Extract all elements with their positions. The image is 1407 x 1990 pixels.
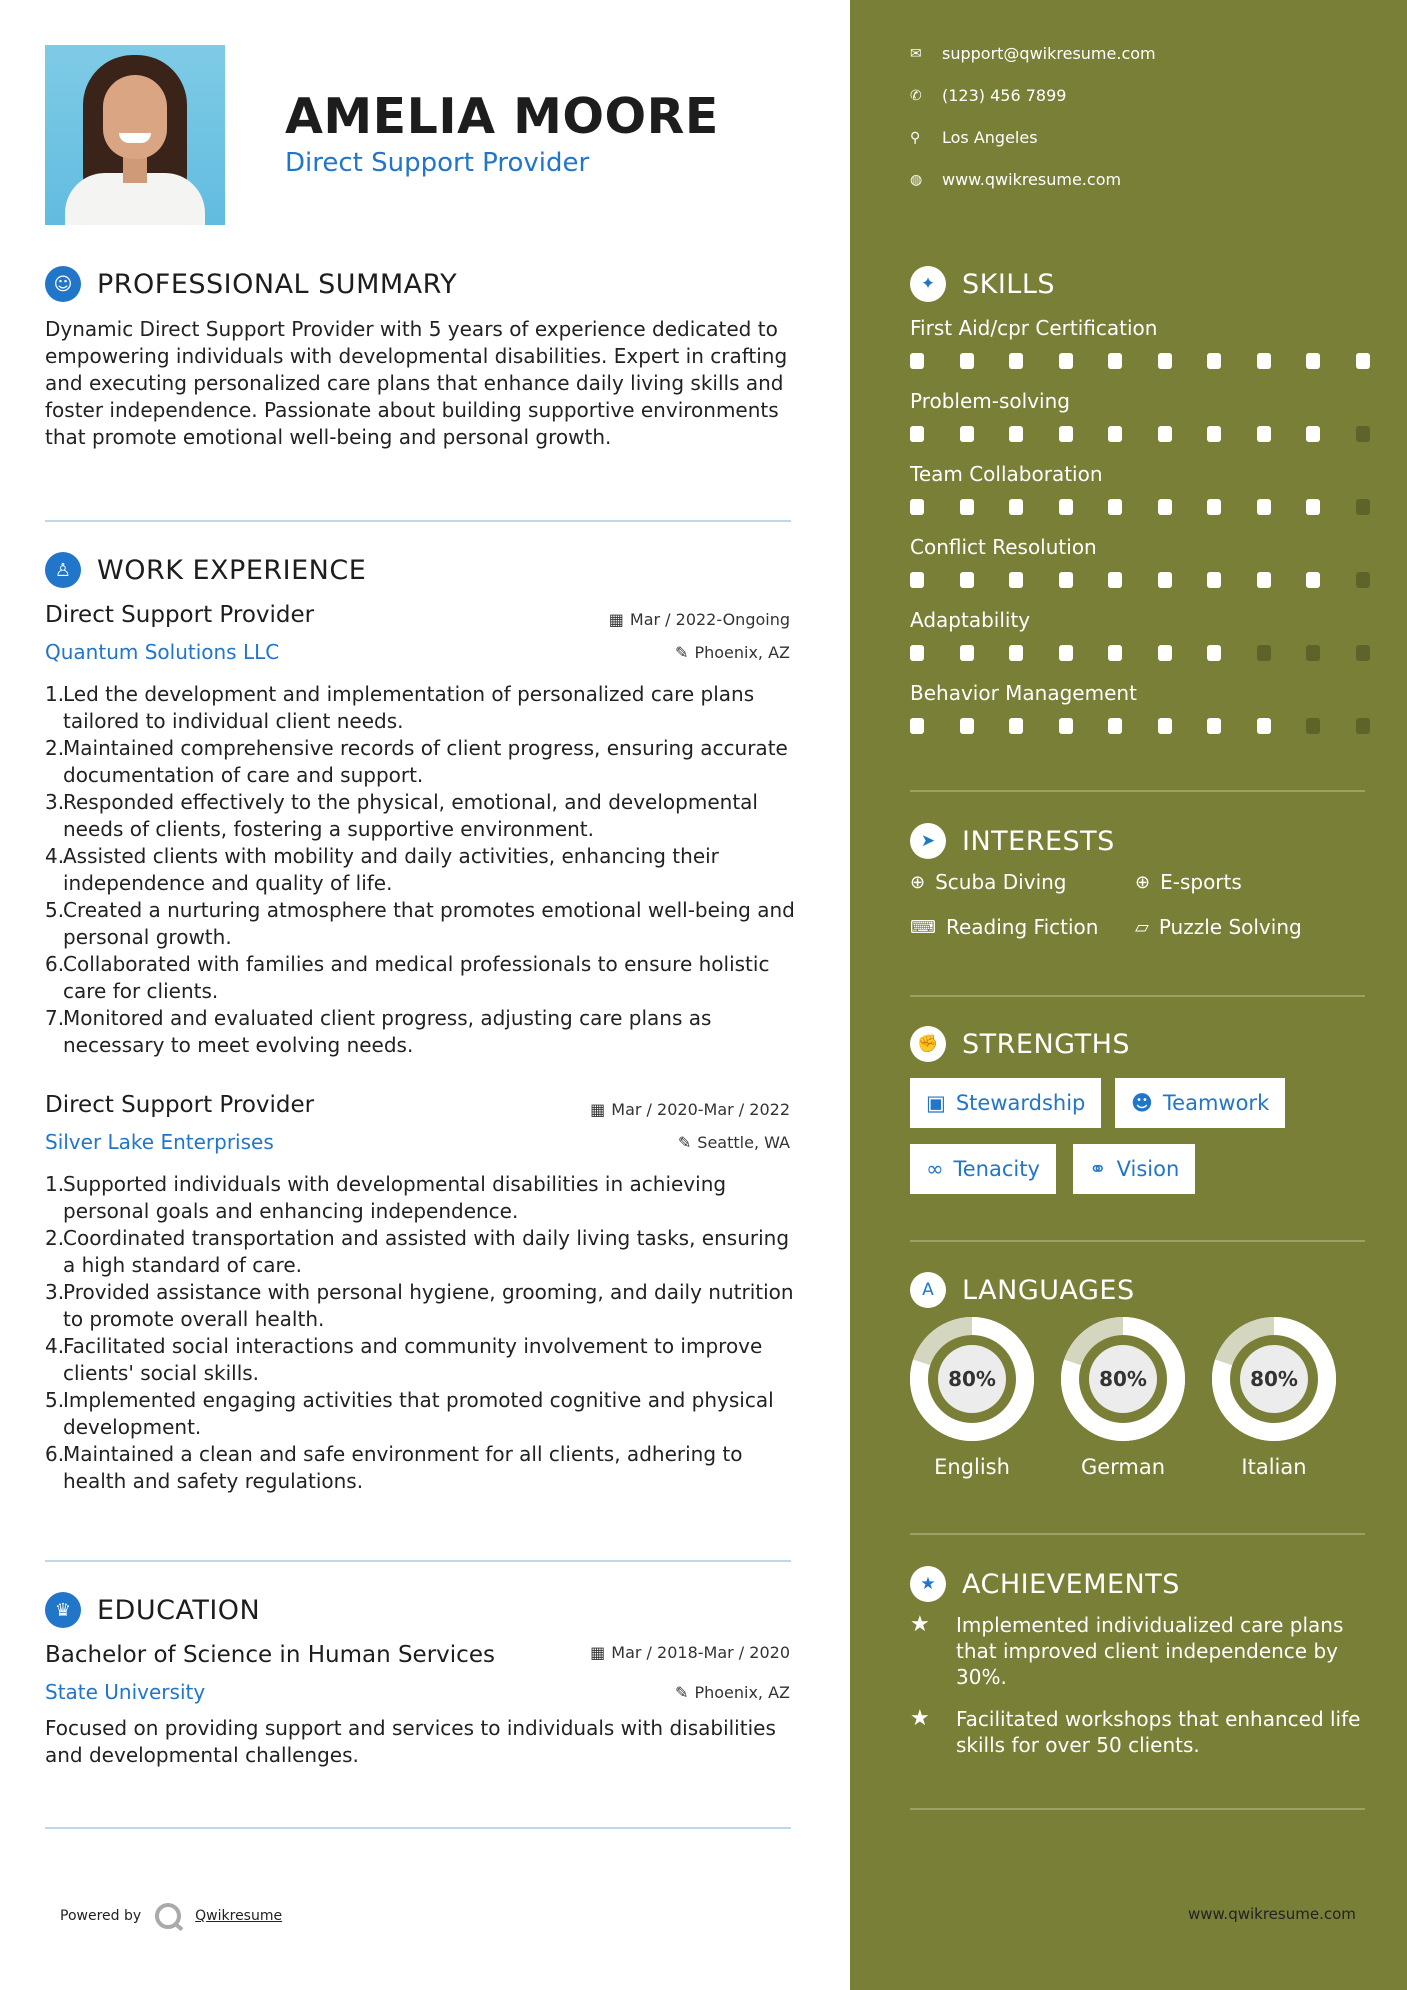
skill-dot: [1306, 353, 1320, 369]
skills-heading: ✦ SKILLS: [910, 266, 1055, 302]
candidate-role: Direct Support Provider: [285, 148, 590, 178]
gamepad-icon: ⌨: [910, 916, 936, 938]
skill-rating: [910, 426, 1370, 442]
skill-dot: [960, 426, 974, 442]
briefcase-icon: ▣: [926, 1091, 946, 1115]
strengths-heading: ✊ STRENGTHS: [910, 1026, 1130, 1062]
skill-dot: [1306, 718, 1320, 734]
experience-heading: ♙ WORK EXPERIENCE: [45, 552, 366, 588]
skill-rating: [910, 353, 1370, 369]
divider: [45, 1560, 791, 1562]
skill-dot: [960, 645, 974, 661]
skill-dot: [1009, 572, 1023, 588]
list-item: 3. Provided assistance with personal hygiene, grooming, and daily nutrition to promote overall health.: [45, 1280, 794, 1331]
skill-name: Adaptability: [910, 608, 1031, 632]
list-item: 7. Monitored and evaluated client progress, adjusting care plans as necessary to meet evolving needs.: [45, 1006, 712, 1057]
interest-item: ⊕ Scuba Diving: [910, 870, 1067, 894]
calendar-icon: ▦: [590, 1643, 606, 1662]
footer-url[interactable]: www.qwikresume.com: [1188, 1905, 1356, 1923]
language-item: 80% English: [910, 1317, 1034, 1479]
skill-dot: [1207, 426, 1221, 442]
job-dates: ▦ Mar / 2020-Mar / 2022: [590, 1100, 790, 1119]
contact-phone: ✆ (123) 456 7899: [910, 86, 1067, 105]
job-bullets: [45, 1171, 805, 1495]
skill-dot: [1009, 645, 1023, 661]
skill-dot: [1158, 718, 1172, 734]
skill-dot: [1009, 718, 1023, 734]
users-icon: ☻: [1131, 1091, 1153, 1115]
skill-dot: [1207, 572, 1221, 588]
star-badge-icon: ★: [910, 1566, 946, 1602]
language-ring: 80%: [1061, 1317, 1185, 1441]
skill-name: Behavior Management: [910, 681, 1137, 705]
map-pin-icon: ⚲: [910, 129, 921, 146]
skill-dot: [1257, 572, 1271, 588]
education-dates: ▦ Mar / 2018-Mar / 2020: [590, 1643, 790, 1662]
skill-dot: [1108, 645, 1122, 661]
skill-dot: [1306, 572, 1320, 588]
user-icon: ☺: [45, 266, 81, 302]
divider: [910, 1240, 1365, 1242]
contact-email[interactable]: ✉ support@qwikresume.com: [910, 44, 1156, 63]
list-item: 5. Created a nurturing atmosphere that promotes emotional well-being and personal growth.: [45, 898, 795, 949]
list-item: 5. Implemented engaging activities that promoted cognitive and physical development.: [45, 1388, 774, 1439]
skill-dot: [960, 353, 974, 369]
qwikresume-link[interactable]: Qwikresume: [195, 1908, 283, 1924]
strength-tag: ⚭ Vision: [1073, 1144, 1195, 1194]
book-icon: ▱: [1135, 916, 1149, 938]
skill-dot: [1108, 426, 1122, 442]
skill-dot: [1009, 426, 1023, 442]
divider: [910, 1533, 1365, 1535]
skill-dot: [1158, 499, 1172, 515]
profile-photo: [45, 45, 225, 225]
job-company: Quantum Solutions LLC: [45, 640, 280, 664]
skill-dot: [1059, 353, 1073, 369]
skill-dot: [1108, 353, 1122, 369]
candidate-name: AMELIA MOORE: [285, 88, 719, 145]
summary-heading: ☺ PROFESSIONAL SUMMARY: [45, 266, 457, 302]
skill-rating: [910, 645, 1370, 661]
skill-dot: [1356, 353, 1370, 369]
contact-location: ⚲ Los Angeles: [910, 128, 1038, 147]
pin-icon: ✎: [677, 1133, 692, 1152]
interest-item: ▱ Puzzle Solving: [1135, 915, 1302, 939]
contact-website[interactable]: ◍ www.qwikresume.com: [910, 170, 1122, 189]
pin-icon: ✎: [675, 1683, 689, 1702]
skill-dot: [1207, 499, 1221, 515]
achievement-item: ★ Implemented individualized care plans that improved client independence by 30%.: [910, 1612, 1344, 1689]
list-item: 6. Collaborated with families and medical professionals to ensure holistic care for clients.: [45, 952, 770, 1003]
life-ring-icon: ⊕: [910, 871, 926, 893]
job-location: ✎ Phoenix, AZ: [675, 643, 790, 662]
language-item: 80% German: [1061, 1317, 1185, 1479]
job-title: Direct Support Provider: [45, 1092, 315, 1118]
education-location: ✎ Phoenix, AZ: [675, 1683, 790, 1702]
skill-dot: [1257, 645, 1271, 661]
paper-plane-icon: ➤: [910, 823, 946, 859]
list-item: 4. Facilitated social interactions and community involvement to improve clients' social skills.: [45, 1334, 763, 1385]
skill-dot: [1158, 572, 1172, 588]
skill-dot: [1257, 426, 1271, 442]
list-item: 2. Maintained comprehensive records of client progress, ensuring accurate documentation of care and support.: [45, 736, 788, 787]
interests-heading: ➤ INTERESTS: [910, 823, 1115, 859]
achievement-item: ★ Facilitated workshops that enhanced life skills for over 50 clients.: [910, 1706, 1361, 1757]
skill-dot: [1207, 353, 1221, 369]
skill-dot: [1207, 718, 1221, 734]
list-item: 3. Responded effectively to the physical, emotional, and developmental needs of clients, fostering a supportive environment.: [45, 790, 758, 841]
skill-dot: [1257, 718, 1271, 734]
skill-dot: [1257, 499, 1271, 515]
skill-dot: [1356, 499, 1370, 515]
skill-name: Conflict Resolution: [910, 535, 1097, 559]
skill-dot: [910, 572, 924, 588]
skill-dot: [1108, 499, 1122, 515]
divider: [910, 995, 1365, 997]
divider: [45, 520, 791, 522]
skill-dot: [1356, 718, 1370, 734]
skill-dot: [1108, 572, 1122, 588]
strength-tag: ▣ Stewardship: [910, 1078, 1101, 1128]
skill-dot: [960, 718, 974, 734]
skill-dot: [1059, 499, 1073, 515]
job-dates: ▦ Mar / 2022-Ongoing: [608, 610, 790, 629]
skill-dot: [1158, 645, 1172, 661]
skill-dot: [910, 499, 924, 515]
job-location: ✎ Seattle, WA: [677, 1133, 790, 1152]
list-item: 4. Assisted clients with mobility and daily activities, enhancing their independence and quality of life.: [45, 844, 719, 895]
sidebar: [850, 0, 1407, 1990]
list-item: 1. Supported individuals with developmental disabilities in achieving personal goals and enhancing independence.: [45, 1172, 727, 1223]
skill-dot: [1059, 645, 1073, 661]
graduate-icon: ♛: [45, 1592, 81, 1628]
education-heading: ♛ EDUCATION: [45, 1592, 260, 1628]
skill-dot: [910, 718, 924, 734]
list-item: 1. Led the development and implementation of personalized care plans tailored to individual client needs.: [45, 682, 755, 733]
school-name: State University: [45, 1680, 206, 1704]
skill-dot: [1158, 353, 1172, 369]
skill-dot: [1356, 572, 1370, 588]
list-item: 6. Maintained a clean and safe environment for all clients, adhering to health and safety regulations.: [45, 1442, 743, 1493]
skill-dot: [910, 426, 924, 442]
skill-dot: [1306, 499, 1320, 515]
achievements-heading: ★ ACHIEVEMENTS: [910, 1566, 1180, 1602]
summary-text: Dynamic Direct Support Provider with 5 years of experience dedicated to empowering individuals with developmental disabilities. Expert in crafting and executing personalized care plans that enhance daily living skills and foster independence. Passionate about building supportive environments that promote emotional well-being and personal growth.: [45, 317, 788, 449]
languages-heading: A LANGUAGES: [910, 1272, 1135, 1308]
skill-dot: [910, 353, 924, 369]
skill-name: Team Collaboration: [910, 462, 1103, 486]
skill-dot: [1356, 426, 1370, 442]
life-ring-icon: ⊕: [1135, 871, 1151, 893]
strength-tag: ☻ Teamwork: [1115, 1078, 1285, 1128]
job-bullets: [45, 681, 805, 1059]
divider: [910, 790, 1365, 792]
job-title: Direct Support Provider: [45, 602, 315, 628]
skill-rating: [910, 499, 1370, 515]
skill-dot: [1158, 426, 1172, 442]
skill-dot: [1059, 572, 1073, 588]
divider: [45, 1827, 791, 1829]
chair-icon: ♙: [45, 552, 81, 588]
skill-rating: [910, 718, 1370, 734]
skill-rating: [910, 572, 1370, 588]
pin-icon: ✎: [675, 643, 689, 662]
skill-name: Problem-solving: [910, 389, 1070, 413]
globe-icon: ◍: [910, 171, 923, 188]
skill-dot: [1059, 426, 1073, 442]
calendar-icon: ▦: [608, 610, 624, 629]
envelope-icon: ✉: [910, 45, 922, 62]
skill-dot: [1009, 499, 1023, 515]
skill-dot: [1306, 645, 1320, 661]
skill-dot: [960, 499, 974, 515]
list-item: 2. Coordinated transportation and assisted with daily living tasks, ensuring a high standard of care.: [45, 1226, 790, 1277]
calendar-icon: ▦: [590, 1100, 606, 1119]
skill-dot: [1306, 426, 1320, 442]
language-ring: 80%: [910, 1317, 1034, 1441]
degree-title: Bachelor of Science in Human Services: [45, 1642, 495, 1668]
phone-icon: ✆: [910, 87, 922, 104]
strength-tag: ∞ Tenacity: [910, 1144, 1056, 1194]
skill-dot: [1108, 718, 1122, 734]
language-ring: 80%: [1212, 1317, 1336, 1441]
star-icon: ★: [910, 1612, 930, 1637]
interest-item: ⊕ E-sports: [1135, 870, 1242, 894]
skill-name: First Aid/cpr Certification: [910, 316, 1158, 340]
fist-icon: ✊: [910, 1026, 946, 1062]
skill-dot: [960, 572, 974, 588]
link-icon: ∞: [926, 1157, 944, 1181]
qwikresume-logo-icon: [155, 1903, 181, 1929]
skill-dot: [910, 645, 924, 661]
skill-dot: [1009, 353, 1023, 369]
skill-dot: [1207, 645, 1221, 661]
star-icon: ★: [910, 1706, 930, 1731]
lightbulb-icon: ✦: [910, 266, 946, 302]
skill-dot: [1059, 718, 1073, 734]
job-company: Silver Lake Enterprises: [45, 1130, 274, 1154]
education-text: Focused on providing support and services to individuals with disabilities and developmental challenges.: [45, 1716, 776, 1767]
skill-dot: [1257, 353, 1271, 369]
divider: [910, 1808, 1365, 1810]
translate-icon: A: [910, 1272, 946, 1308]
interest-item: ⌨ Reading Fiction: [910, 915, 1099, 939]
powered-by: Powered by Qwikresume: [60, 1903, 282, 1929]
language-item: 80% Italian: [1212, 1317, 1336, 1479]
binoculars-icon: ⚭: [1089, 1157, 1107, 1181]
skill-dot: [1356, 645, 1370, 661]
